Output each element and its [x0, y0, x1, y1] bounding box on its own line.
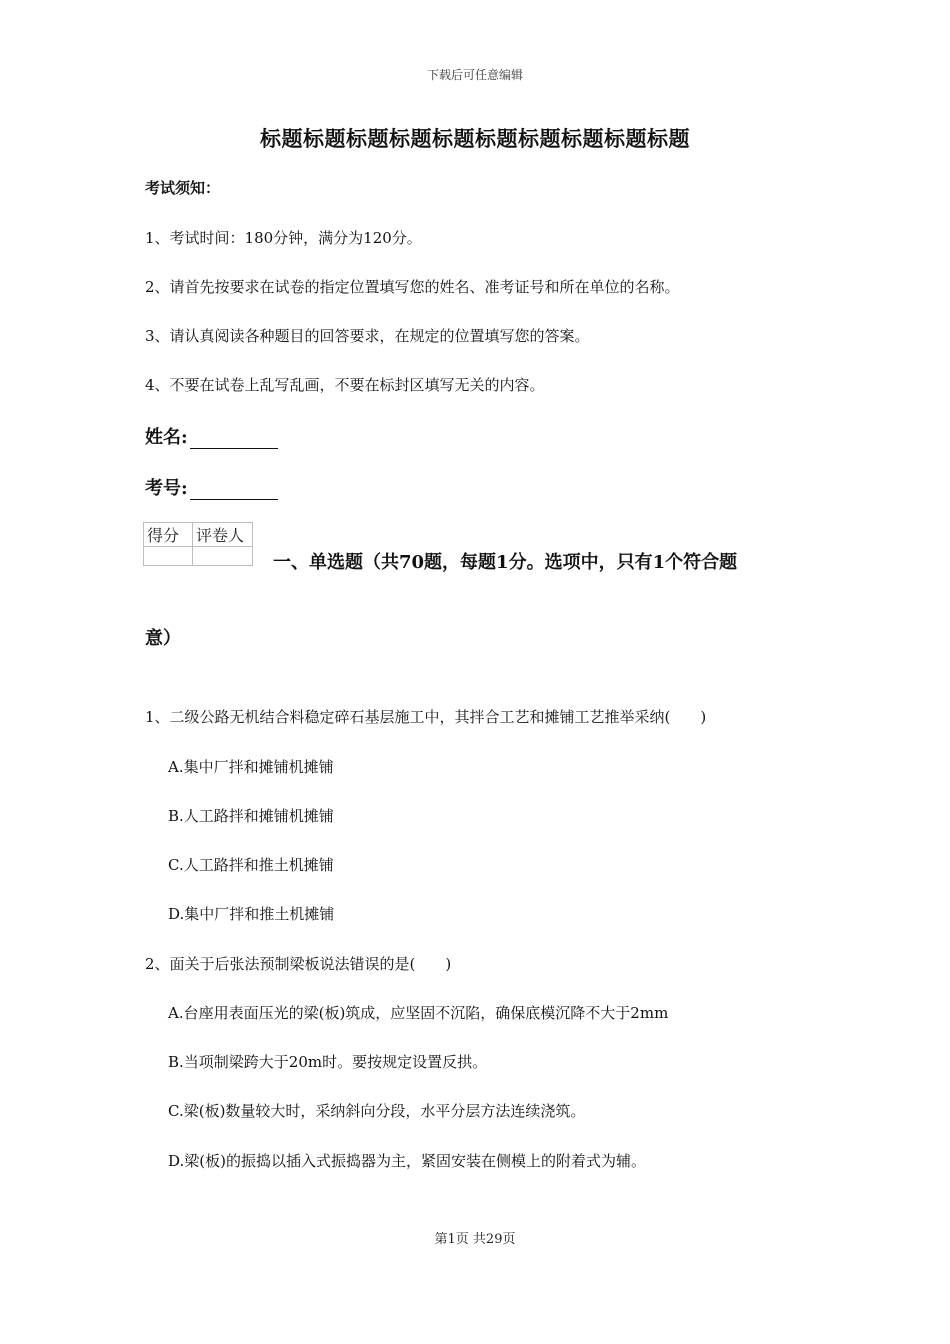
question-option: D.集中厂拌和推土机摊铺: [168, 905, 335, 923]
notice-heading: 考试须知：: [145, 179, 221, 197]
exam-id-field: [145, 474, 278, 500]
question-option: A.集中厂拌和摊铺机摊铺: [168, 758, 334, 776]
grader-header: 评卷人: [193, 523, 253, 547]
section-title-cont: 意）: [145, 628, 181, 649]
exam-id-label: 考号:: [145, 478, 188, 499]
question-option: C.人工路拌和推土机摊铺: [168, 856, 334, 874]
notice-item: 4、不要在试卷上乱写乱画，不要在标封区填写无关的内容。: [145, 376, 545, 394]
question-stem: 1、二级公路无机结合料稳定碎石基层施工中，其拌合工艺和摊铺工艺推举采纳( ): [145, 708, 707, 726]
document-title: 标题标题标题标题标题标题标题标题标题标题: [260, 126, 690, 151]
score-cell: [144, 547, 193, 566]
header-note: 下载后可任意编辑: [426, 68, 523, 82]
question-option: C.梁(板)数量较大时，采纳斜向分段，水平分层方法连续浇筑。: [168, 1102, 586, 1120]
question-option: B.人工路拌和摊铺机摊铺: [168, 807, 334, 825]
name-field: [145, 423, 278, 449]
question-option: B.当项制梁跨大于20m时。要按规定设置反拱。: [168, 1053, 488, 1071]
name-blank: [190, 430, 278, 449]
score-header: 得分: [144, 523, 193, 547]
score-table: [143, 522, 253, 566]
exam-id-blank: [190, 481, 278, 500]
notice-item: 2、请首先按要求在试卷的指定位置填写您的姓名、准考证号和所在单位的名称。: [145, 278, 680, 296]
name-label: 姓名:: [145, 427, 188, 448]
grader-cell: [193, 547, 253, 566]
question-stem: 2、面关于后张法预制梁板说法错误的是( ): [145, 955, 452, 973]
notice-item: 1、考试时间：180分钟，满分为120分。: [145, 229, 422, 247]
section-title: 一、单选题（共70题，每题1分。选项中，只有1个符合题: [273, 552, 738, 573]
notice-item: 3、请认真阅读各种题目的回答要求，在规定的位置填写您的答案。: [145, 327, 590, 345]
page-footer: 第1页 共29页: [434, 1232, 516, 1247]
question-option: A.台座用表面压光的梁(板)筑成，应坚固不沉陷，确保底模沉降不大于2mm: [168, 1004, 669, 1022]
question-option: D.梁(板)的振捣以插入式振捣器为主，紧固安装在侧模上的附着式为辅。: [168, 1152, 646, 1170]
